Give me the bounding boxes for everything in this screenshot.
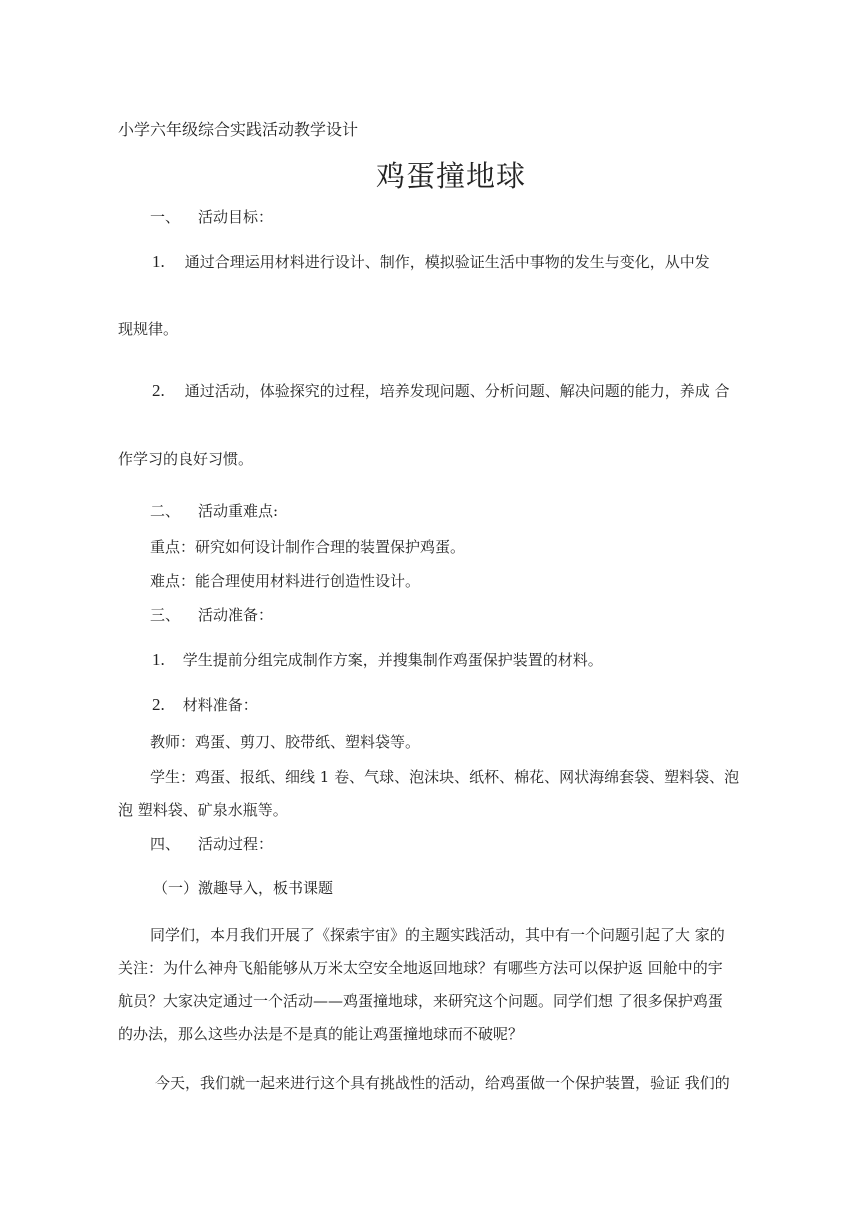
section-3-title: 活动准备：: [198, 606, 274, 624]
section-3-heading: [150, 605, 273, 625]
paragraph-1-line-2: 关注：为什么神舟飞船能够从万米太空安全地返回地球？有哪些方法可以保护返 回舱中的宇: [118, 959, 723, 977]
goal-2-text: 通过活动，体验探究的过程，培养发现问题、分析问题、解决问题的能力，养成 合: [184, 382, 730, 400]
difficult-point: 难点：能合理使用材料进行创造性设计。: [150, 572, 421, 590]
prep-2: [152, 695, 258, 715]
section-4-heading: [150, 834, 273, 854]
student-materials-line-1: 学生：鸡蛋、报纸、细线 1 卷、气球、泡沫块、纸杯、棉花、网状海绵套袋、塑料袋、泡: [150, 768, 740, 786]
paragraph-1-line-4: 的办法，那么这些办法是不是真的能让鸡蛋撞地球而不破呢？: [118, 1025, 524, 1043]
paragraph-2-line-1: 今天，我们就一起来进行这个具有挑战性的活动，给鸡蛋做一个保护装置，验证 我们的: [155, 1074, 730, 1092]
document-title: 鸡蛋撞地球: [376, 159, 527, 193]
section-4-title: 活动过程：: [198, 835, 274, 853]
section-1-number: 一、: [150, 208, 181, 226]
goal-2-line-1: [152, 381, 730, 401]
section-3-number: 三、: [150, 606, 181, 624]
section-2-heading: [150, 501, 278, 521]
paragraph-1-line-3: 航员？大家决定通过一个活动——鸡蛋撞地球，来研究这个问题。同学们想 了很多保护鸡蛋: [118, 992, 723, 1010]
prep-1-number: 1.: [152, 650, 165, 669]
teacher-materials: 教师：鸡蛋、剪刀、胶带纸、塑料袋等。: [150, 733, 421, 751]
prep-1: [152, 650, 603, 670]
goal-2-line-2: 作学习的良好习惯。: [118, 450, 254, 468]
key-point: 重点：研究如何设计制作合理的装置保护鸡蛋。: [150, 538, 466, 556]
goal-1-text: 通过合理运用材料进行设计、制作，模拟验证生活中事物的发生与变化，从中发: [184, 253, 710, 271]
section-4-number: 四、: [150, 835, 181, 853]
section-1-heading: [150, 207, 273, 227]
prep-1-text: 学生提前分组完成制作方案，并搜集制作鸡蛋保护装置的材料。: [182, 651, 603, 669]
goal-1-line-2: 现规律。: [118, 320, 179, 338]
section-2-number: 二、: [150, 502, 181, 520]
student-materials-line-2: 泡 塑料袋、矿泉水瓶等。: [118, 801, 288, 819]
goal-2-number: 2.: [152, 381, 165, 400]
paragraph-1-line-1: 同学们，本月我们开展了《探索宇宙》的主题实践活动，其中有一个问题引起了大 家的: [150, 926, 725, 944]
section-1-title: 活动目标：: [198, 208, 274, 226]
document-header: 小学六年级综合实践活动教学设计: [118, 120, 359, 139]
sub-heading-intro: （一）激趣导入，板书课题: [153, 879, 334, 897]
goal-1-number: 1.: [152, 252, 165, 271]
goal-1-line-1: [152, 252, 710, 272]
prep-2-text: 材料准备：: [182, 696, 258, 714]
section-2-title: 活动重难点:: [198, 502, 279, 520]
prep-2-number: 2.: [152, 695, 165, 714]
